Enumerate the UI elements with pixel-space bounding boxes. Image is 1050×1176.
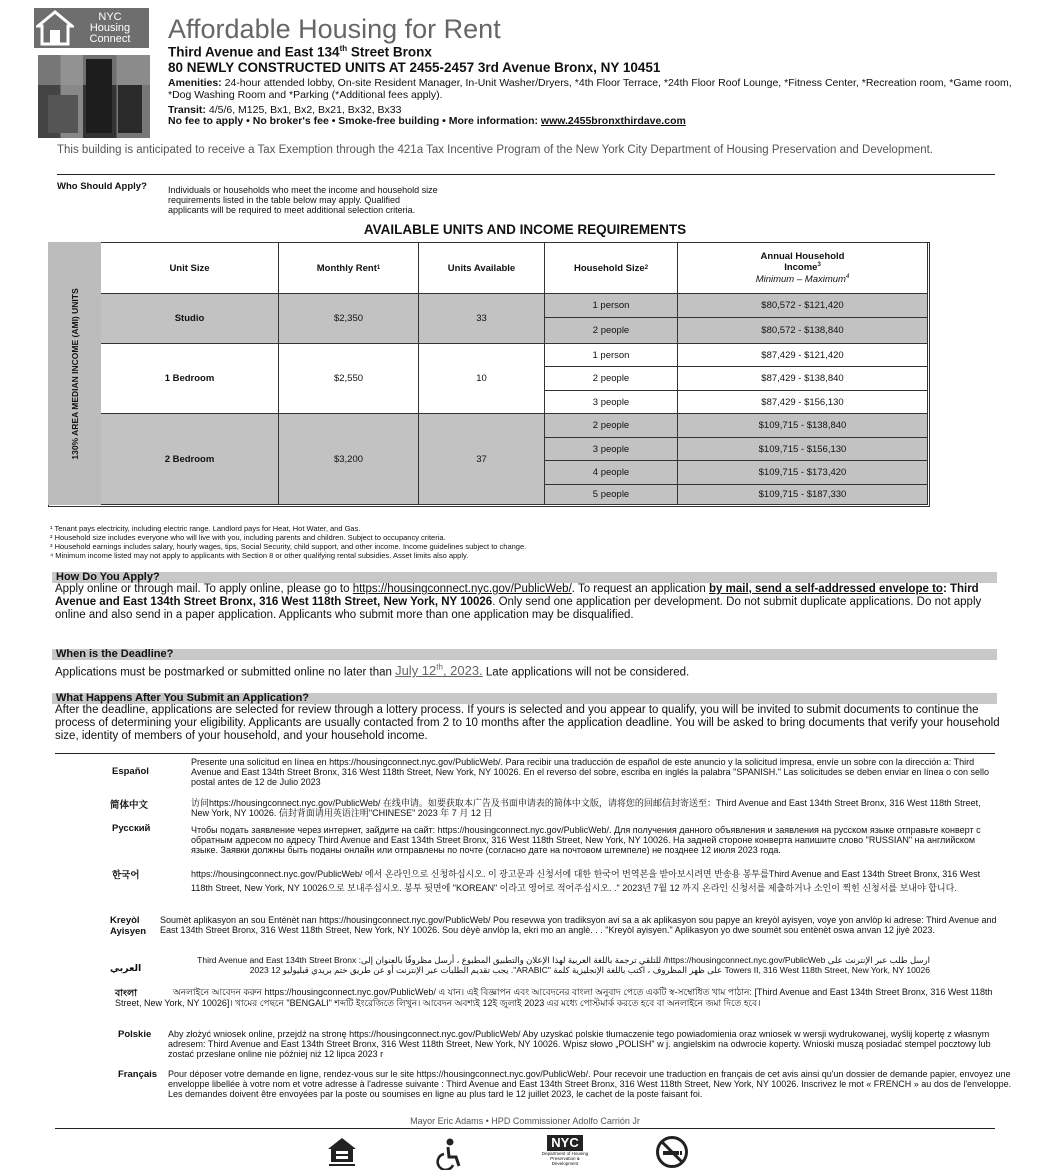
building-photo [38,55,150,138]
accessibility-icon [434,1138,462,1170]
income-range: $80,572 - $138,840 [678,318,928,344]
income-range: $109,715 - $156,130 [678,438,928,461]
tax-exemption-note: This building is anticipated to receive a Tax Exemption through the 421a Tax Incentive Program of the New York City Department of Housing Preservation and Development. [57,144,933,156]
footnote: ² Household size includes everyone who will live with you, including parents and children. Subject to occupancy criteria. [50,533,446,542]
lang-label: العربي [110,963,142,974]
header-annual-income: Annual Household Income$^3$ Minimum – Maximum$^4$ [678,243,928,294]
lang-label: Kreyòl Ayisyen [110,915,147,937]
unit-size-studio: Studio [101,294,279,344]
house-icon [36,10,74,46]
lang-label: Français [118,1069,158,1080]
income-range: $109,715 - $138,840 [678,414,928,438]
units-table-title: AVAILABLE UNITS AND INCOME REQUIREMENTS [363,222,687,237]
after-submit-text: After the deadline, applications are selected for review through a lottery process. If yours is selected and you appear to qualify, you will be invited to submit documents to continue the process of determining your eligibility. Applicants are usually contacted from 2 to 10 months after the application deadline. You will be asked to bring documents that verify your household size, identity of members of your household, and your household income. [55,704,1000,742]
household-size: 2 people [545,367,678,391]
units-available-1-bedroom: 10 [419,344,545,414]
footnote: ³ Household earnings includes salary, hourly wages, tips, Social Security, child support, and other income. Income guidelines subject to change. [50,542,527,551]
lang-text: ارسل طلب عبر الإنترنت على https://housingconnect.nyc.gov/PublicWeb/ للتلقي ترجمة باللغة العربية لهذا الإعلان والتطبيق المطبوع ، أرسل مظروفًا بالعنوان إلى: Third Avenue and East 134th Street Bronx Towers II, 316 West 118th Street, New York, NY 10026 على ظهر المظروف ، اكتب باللغة الإنجليزية كلمة "ARABIC". يجب تقديم الطلبات عبر الإنترنت أو عن طريق ختم بريدي قبليوليو 12 2023 [197,955,930,975]
lang-text: অনলাইনে আবেদন করুন https://housingconnect.nyc.gov/PublicWeb/ এ যান। এই বিজ্ঞাপন এবং আবেদনের বাংলা অনুবাদ পেতে একটি স্ব-সম্বোধিত খাম পাঠান: [Third Avenue and East 134th Street Bronx, 316 West 118th Street, New York, NY 10026]। খামের পেছনে "BENGALI" শব্দটি ইংরেজিতে লিখুন। আবেদন অবশ্যই 12ই জুলাই 2023 এর মধ্যে পোস্টমার্ক করতে হবে বা অনলাইনে জমা দিতে হবে। [115,987,993,1008]
income-range: $109,715 - $187,330 [678,485,928,505]
ami-label: 130% AREA MEDIAN INCOME (AMI) UNITS [48,242,102,505]
unit-size-2-bedroom: 2 Bedroom [101,414,279,505]
lang-text: Pour déposer votre demande en ligne, rendez-vous sur le site https://housingconnect.nyc.gov/PublicWeb/. Pour recevoir une traduction en français de cet avis ainsi qu'un dossier de demande papier, envoyez une enveloppe libellée à votre nom et votre adresse à l'adresse suivante : Third Avenue and East 134th Street Bronx, 316 West 118th Street, New York, NY 10026. Inscrivez le mot « FRENCH » au dos de l'enveloppe. Les demandes doivent être envoyées par la poste ou soumises en ligne au plus tard le 12 juillet 2023, le cachet de la poste faisant foi. [168,1069,1012,1099]
household-size: 4 people [545,461,678,485]
hpd-logo-text: Department of Housing Preservation & Development [541,1151,589,1166]
income-range: $87,429 - $156,130 [678,391,928,414]
lang-text: Presente una solicitud en línea en https://housingconnect.nyc.gov/PublicWeb/. Para recibir una traducción de español de este anuncio y la solicitud impresa, envíe un sobre con la dirección a: Third Avenue and East 134th Street Bronx, 316 West 118th Street, New York, NY 10026. En el reverso del sobre, escriba en inglés la palabra "SPANISH." Las solicitudes se deben enviar en línea o con sello postal antes de 12 de Julio 2023 [191,757,990,787]
lang-text: Aby złożyć wniosek online, przejdź na stronę https://housingconnect.nyc.gov/PublicWeb/ Aby uzyskać polskie tłumaczenie tego powiadomienia oraz wniosek w wersji wydrukowanej, wyślij kopertę z własnym adresem: Third Avenue and East 134th Street Bronx, 316 West 118th Street, New York, NY 10026. Wpisz słowo „POLISH" w j. angielskim na odwrocie koperty. Wnioski muszą posiadać stempel pocztowy lub zostać przesłane online nie później niż 12 lipca 2023 r [168,1029,991,1059]
footnote: ⁴ Minimum income listed may not apply to applicants with Section 8 or other qualifying rental subsidies. Asset limits also apply. [50,551,469,560]
lang-label: 简体中文 [110,800,149,811]
household-size: 2 people [545,318,678,344]
divider [55,753,995,754]
nyc-housing-connect-logo [34,8,149,48]
building-location: Third Avenue and East 134th Street Bronx [168,44,432,60]
header-household-size: Household Size 2 [545,243,678,294]
units-available-2-bedroom: 37 [419,414,545,505]
lang-label: Español [112,766,149,777]
lang-text: https://housingconnect.nyc.gov/PublicWeb/ 에서 온라인으로 신청하십시오. 이 광고문과 신청서에 대한 한국어 번역본을 받아보시려면 반송용 봉투를Third Avenue and East 134th Street Bronx, 316 West 118th Street, New York, NY 10026으로 보내주십시오. 봉투 뒷면에 "KOREAN" 이라고 영어로 적어주십시오. ." 2023년 7월 12 까지 온라인 신청서를 제출하거나 소인이 찍힌 신청서를 보내야 합니다. [191,869,981,893]
apply-online-link[interactable]: https://housingconnect.nyc.gov/PublicWeb/ [352,583,572,595]
amenities: Amenities: 24-hour attended lobby, On-site Resident Manager, In-Unit Washer/Dryers, *4th Floor Terrace, *24th Floor Roof Lounge, *Fitness Center, *Recreation room, *Game room, *Dog Washing Room and *Parking (*Additional fees apply). [168,77,1012,101]
how-to-apply-heading: How Do You Apply? [52,572,997,583]
page-title: Affordable Housing for Rent [168,14,501,44]
lang-label: Polskie [118,1029,152,1040]
header-units-available: Units Available [419,243,545,294]
rent-1-bedroom: $2,550 [279,344,419,414]
rent-2-bedroom: $3,200 [279,414,419,505]
divider [55,1128,995,1129]
header-monthly-rent: Monthly Rent 1 [279,243,419,294]
after-submit-heading: What Happens After You Submit an Application? [52,693,997,704]
building-address: 80 NEWLY CONSTRUCTED UNITS AT 2455-2457 3rd Avenue Bronx, NY 10451 [168,60,661,75]
footnote: ¹ Tenant pays electricity, including electric range. Landlord pays for Heat, Hot Water, and Gas. [50,524,361,533]
lang-text: Чтобы подать заявление через интернет, зайдите на сайт: https://housingconnect.nyc.gov/PublicWeb/. Для получения данного объявления и заявления на русском языке отправьте конверт с обратным адресом по адресу Third Avenue and East 134th Street Bronx, 316 West 118th Street, New York, NY 10026. На задней стороне конверта напишите слово "RUSSIAN" на английском языке. Заявки должны быть поданы онлайн или отправлены по почте (согласно дате на почтовом штемпеле) не позднее 12 июля 2023 года. [191,825,981,855]
divider [57,174,995,175]
who-should-apply-text: Individuals or households who meet the income and household size requirements listed in the table below may apply. Qualified applicants will be required to meet additional selection criteria. [168,185,438,215]
income-range: $87,429 - $138,840 [678,367,928,391]
transit: Transit: 4/5/6, M125, Bx1, Bx2, Bx21, Bx32, Bx33 [168,104,402,116]
nyc-logo-text: NYC [547,1135,583,1151]
household-size: 3 people [545,438,678,461]
income-range: $80,572 - $121,420 [678,294,928,318]
no-smoking-icon [655,1135,689,1169]
logo-line2: Housing [89,21,131,34]
household-size: 3 people [545,391,678,414]
lang-label: Русский [112,823,151,834]
rent-studio: $2,350 [279,294,419,344]
household-size: 1 person [545,294,678,318]
lang-label: 한국어 [112,870,140,881]
units-available-studio: 33 [419,294,545,344]
how-to-apply-text: Apply online or through mail. To apply online, please go to https://housingconnect.nyc.gov/PublicWeb/. To request an application by mail, send a self-addressed envelope to: Third Avenue and East 134th Street Bronx, 316 West 118th Street, New York, NY 10026. Only send one application per development. Do not submit duplicate applications. Do not apply online and also send in a paper application. Applicants who submit more than one application may be disqualified. [55,583,982,621]
equal-housing-icon [326,1136,358,1168]
income-range: $109,715 - $173,420 [678,461,928,485]
lang-text: 访问https://housingconnect.nyc.gov/PublicWeb/ 在线申请。如要获取本广告及书面申请表的简体中文版，请将您的回邮信封寄送至：Third Avenue and East 134th Street Bronx, 316 West 118th Street, New York, NY 10026. 信封背面请用英语注明"CHINESE" 2023 年 7 月 12 日 [191,798,981,818]
more-info-link[interactable]: www.2455bronxthirdave.com [540,115,686,127]
logo-line3: Connect [89,32,131,45]
no-fee-line: No fee to apply • No broker's fee • Smoke-free building • More information: www.2455bronxthirdave.com [168,115,686,127]
income-range: $87,429 - $121,420 [678,344,928,367]
header-unit-size: Unit Size [101,243,279,294]
deadline-text: Applications must be postmarked or submitted online no later than July 12th, 2023. Late applications will not be considered. [55,663,690,679]
logo-line1: NYC [98,10,122,23]
unit-size-1-bedroom: 1 Bedroom [101,344,279,414]
deadline-heading: When is the Deadline? [52,649,997,660]
household-size: 2 people [545,414,678,438]
household-size: 1 person [545,344,678,367]
household-size: 5 people [545,485,678,505]
lang-label: বাংলা [115,988,137,999]
lang-text: Soumèt aplikasyon an sou Entènèt nan https://housingconnect.nyc.gov/PublicWeb/ Pou resevwa yon tradiksyon avi sa a ak aplikasyon sou papye an kreyòl ayisyen, voye yon anvlòp ki adrese: Third Avenue and East 134th Street Bronx, 316 West 118th Street, New York, NY 10026. Sou dèyè anvlòp la, ekri mo an anglè. . . "Kreyòl ayisyen." Aplikasyon yo dwe soumèt sou entènèt oswa anvan 12 jiyè 2023. [160,915,997,935]
hpd-logo [540,1135,590,1167]
officials-line: Mayor Eric Adams • HPD Commissioner Adolfo Carrión Jr [410,1116,640,1126]
who-should-apply-label: Who Should Apply? [57,181,147,192]
